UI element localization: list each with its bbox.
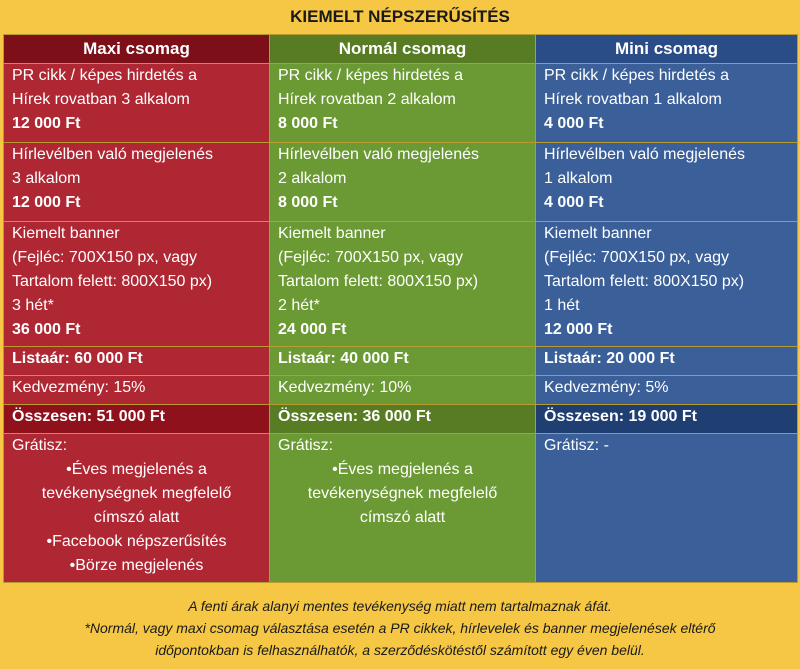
footer-note-vat: A fenti árak alanyi mentes tevékenység miatt nem tartalmaznak áfát. [188,598,612,614]
package-table [3,34,798,583]
banner-price: 24 000 Ft [278,321,347,338]
mini-discount: Kedvezmény: 5% [536,376,798,405]
gratis-label: Grátisz: - [544,437,609,454]
banner-duration: 2 hét* [278,297,320,314]
pr-price: 4 000 Ft [544,115,604,132]
maxi-total: Összesen: 51 000 Ft [4,405,270,434]
page-title: KIEMELT NÉPSZERŰSÍTÉS [290,7,510,26]
banner-price: 36 000 Ft [12,321,81,338]
maxi-banner-cell [4,222,270,347]
gratis-item: •Éves megjelenés a [332,461,473,478]
gratis-label: Grátisz: [278,437,334,454]
newsletter-text-2: 1 alkalom [544,170,613,187]
newsletter-price: 8 000 Ft [278,194,338,211]
pr-text-1: PR cikk / képes hirdetés a [544,67,729,84]
mini-total: Összesen: 19 000 Ft [536,405,798,434]
normal-list-price: Listaár: 40 000 Ft [270,347,536,376]
banner-text-3: Tartalom felett: 800X150 px) [278,273,479,290]
pr-row [4,64,798,143]
gratis-item: címszó alatt [93,509,180,526]
maxi-gratis-cell [4,434,270,583]
newsletter-text-1: Hírlevélben való megjelenés [278,146,479,163]
newsletter-row [4,143,798,222]
banner-text-2: (Fejléc: 700X150 px, vagy [12,249,197,266]
pr-text-1: PR cikk / képes hirdetés a [12,67,197,84]
maxi-discount: Kedvezmény: 15% [4,376,270,405]
gratis-label: Grátisz: [12,437,68,454]
pr-text-2: Hírek rovatban 3 alkalom [12,91,190,108]
pr-price: 8 000 Ft [278,115,338,132]
mini-newsletter-cell [536,143,798,222]
banner-price: 12 000 Ft [544,321,613,338]
gratis-row [4,434,798,583]
normal-banner-cell [270,222,536,347]
pr-text-2: Hírek rovatban 2 alkalom [278,91,456,108]
normal-newsletter-cell [270,143,536,222]
normal-pr-cell [270,64,536,143]
gratis-item: •Börze megjelenés [69,557,204,574]
maxi-list-price: Listaár: 60 000 Ft [4,347,270,376]
newsletter-text-2: 2 alkalom [278,170,347,187]
header-row [4,35,798,64]
mini-gratis-cell [536,434,798,583]
maxi-newsletter-cell [4,143,270,222]
normal-discount: Kedvezmény: 10% [270,376,536,405]
mini-pr-cell [536,64,798,143]
banner-row [4,222,798,347]
footer-note-1: *Normál, vagy maxi csomag választása esetén a PR cikkek, hírlevelek és banner megjelenések eltérő [84,620,716,636]
banner-text-3: Tartalom felett: 800X150 px) [12,273,213,290]
newsletter-price: 4 000 Ft [544,194,604,211]
normal-gratis-cell [270,434,536,583]
gratis-item: címszó alatt [359,509,446,526]
gratis-item: •Facebook népszerűsítés [46,533,227,550]
maxi-header: Maxi csomag [4,35,270,64]
mini-header: Mini csomag [536,35,798,64]
banner-duration: 3 hét* [12,297,54,314]
normal-header: Normál csomag [270,35,536,64]
banner-duration: 1 hét [544,297,580,314]
pr-text-2: Hírek rovatban 1 alkalom [544,91,722,108]
discount-row [4,376,798,405]
mini-list-price: Listaár: 20 000 Ft [536,347,798,376]
list-price-row [4,347,798,376]
pr-price: 12 000 Ft [12,115,81,132]
banner-text-1: Kiemelt banner [278,225,386,242]
mini-banner-cell [536,222,798,347]
banner-text-1: Kiemelt banner [12,225,120,242]
banner-text-2: (Fejléc: 700X150 px, vagy [544,249,729,266]
banner-text-1: Kiemelt banner [544,225,652,242]
newsletter-price: 12 000 Ft [12,194,81,211]
newsletter-text-1: Hírlevélben való megjelenés [544,146,745,163]
pr-text-1: PR cikk / képes hirdetés a [278,67,463,84]
newsletter-text-2: 3 alkalom [12,170,81,187]
banner-text-3: Tartalom felett: 800X150 px) [544,273,745,290]
total-row [4,405,798,434]
gratis-item: tevékenységnek megfelelő [307,485,498,502]
newsletter-text-1: Hírlevélben való megjelenés [12,146,213,163]
gratis-item: tevékenységnek megfelelő [41,485,232,502]
maxi-pr-cell [4,64,270,143]
gratis-item: •Éves megjelenés a [66,461,207,478]
normal-total: Összesen: 36 000 Ft [270,405,536,434]
footer-note-2: időpontokban is felhasználhatók, a szerződéskötéstől számított egy éven belül. [155,642,645,658]
banner-text-2: (Fejléc: 700X150 px, vagy [278,249,463,266]
